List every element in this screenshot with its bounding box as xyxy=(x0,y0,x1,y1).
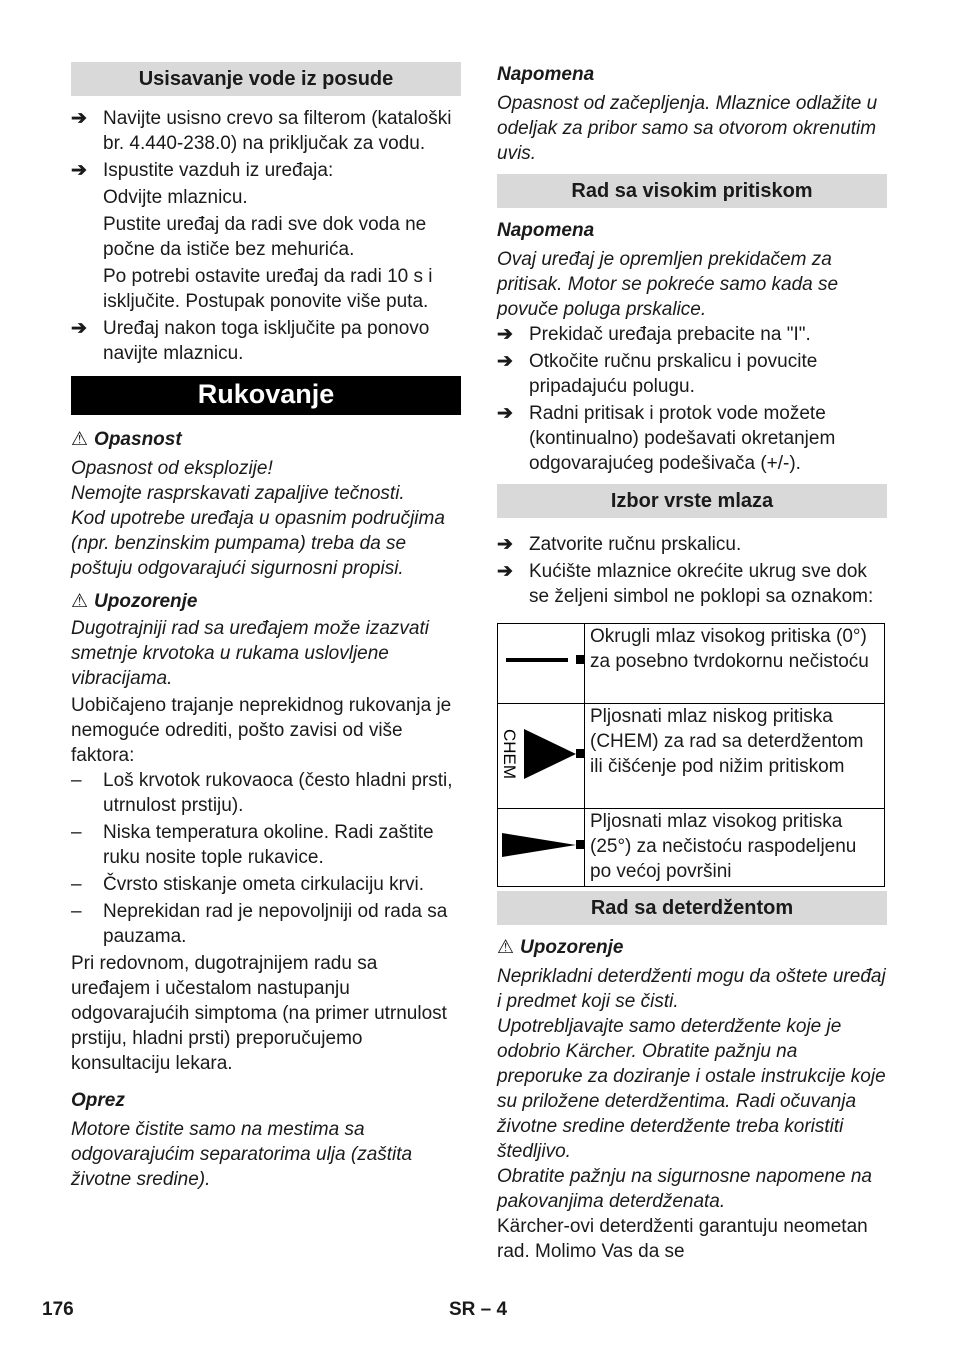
warning-triangle-icon: ⚠ xyxy=(71,429,89,450)
table-row xyxy=(498,624,885,704)
chem-jet-label: CHEM xyxy=(500,728,519,779)
warning-text: Obratite pažnju na sigurnosne napomene na pakovanjima deterdženata. xyxy=(497,1166,872,1212)
instruction-item xyxy=(71,316,461,366)
note-text: Opasnost od začepljenja. Mlaznice odlažite u odeljak za pribor samo sa otvorom okrenutim uvis. xyxy=(497,93,878,164)
section-heading-jet-selection: Izbor vrste mlaza xyxy=(497,484,887,518)
instruction-item: ➔ Kućište mlaznice okrećite ukrug sve dok se željeni simbol ne poklopi sa oznakom: xyxy=(497,561,874,607)
paragraph: Kärcher-ovi deterdženti garantuju neometan rad. Molimo Vas da se xyxy=(497,1216,868,1262)
paragraph: Pri redovnom, dugotrajnijem radu sa uređajem i učestalom nastupanju odgovarajućih simptoma (na primer utrnulost prstiju, hladni prsti) preporučujemo konsultaciju lekara. xyxy=(71,953,447,1074)
warning-label: ⚠ Upozorenje xyxy=(71,591,198,612)
instruction-item: ➔ Prekidač uređaja prebacite na "I". xyxy=(497,324,811,345)
warning-text: Upotrebljavajte samo deterdžente koje je odobrio Kärcher. Obratite pažnju na preporuke za doziranje i ostale instrukcije koje su priložene deterdžentima. Radi očuvanja životne sredine deterdžente treba koristiti štedljivo. xyxy=(497,1016,886,1162)
section-heading-water-suction: Usisavanje vode iz posude xyxy=(71,62,461,96)
caution-label: Oprez xyxy=(71,1090,125,1111)
warning-triangle-icon: ⚠ xyxy=(497,937,515,958)
jet-description: Pljosnati mlaz visokog pritiska (25°) za nečistoću raspodeljenu po većoj površini xyxy=(585,809,885,887)
warning-text: Neprikladni deterdženti mogu da oštete uređaj i predmet koji se čisti. xyxy=(497,966,886,1012)
list-item: – Niska temperatura okoline. Radi zaštite ruku nosite tople rukavice. xyxy=(71,822,434,868)
note-text: Ovaj uređaj je opremljen prekidačem za pritisak. Motor se pokreće samo kada se povuče poluga prskalice. xyxy=(497,249,839,320)
danger-text: Nemojte rasprskavati zapaljive tečnosti. xyxy=(71,483,405,504)
instruction-text: Uređaj nakon toga isključite pa ponovo navijte mlaznicu. xyxy=(103,318,430,364)
chem-jet-icon xyxy=(498,704,585,809)
arrow-icon: ➔ xyxy=(497,324,513,345)
arrow-icon: ➔ xyxy=(497,403,513,424)
table-row xyxy=(498,809,885,887)
instruction-item xyxy=(71,158,461,183)
arrow-icon: ➔ xyxy=(71,318,87,339)
warning-text: Dugotrajniji rad sa uređajem može izazvati smetnje krvotoka u rukama uslovljene vibracijama. xyxy=(71,618,429,689)
chapter-heading-operation: Rukovanje xyxy=(71,376,461,415)
danger-text: Opasnost od eksplozije! xyxy=(71,458,273,479)
page-number: 176 xyxy=(42,1299,74,1320)
sub-step: Odvijte mlaznicu. xyxy=(103,187,248,208)
arrow-icon: ➔ xyxy=(497,534,513,555)
flat-jet-icon xyxy=(498,809,585,887)
warning-triangle-icon: ⚠ xyxy=(71,591,89,612)
danger-label: ⚠ Opasnost xyxy=(71,429,182,450)
section-heading-high-pressure: Rad sa visokim pritiskom xyxy=(497,174,887,208)
note-label: Napomena xyxy=(497,220,595,241)
arrow-icon: ➔ xyxy=(497,351,513,372)
arrow-icon: ➔ xyxy=(71,160,87,181)
jet-description: Okrugli mlaz visokog pritiska (0°) za posebno tvrdokornu nečistoću xyxy=(585,624,885,704)
round-jet-icon xyxy=(498,624,585,704)
caution-text: Motore čistite samo na mestima sa odgovarajućim separatorima ulja (zaštita životne sredine). xyxy=(71,1119,413,1190)
instruction-text: Ispustite vazduh iz uređaja: xyxy=(103,160,334,181)
paragraph: Uobičajeno trajanje neprekidnog rukovanja je nemoguće odrediti, pošto zavisi od više faktora: xyxy=(71,695,452,766)
instruction-item: ➔ Otkočite ručnu prskalicu i povucite pripadajuću polugu. xyxy=(497,351,818,397)
instruction-item: ➔ Zatvorite ručnu prskalicu. xyxy=(497,534,742,555)
section-heading-detergent: Rad sa deterdžentom xyxy=(497,891,887,925)
list-item: – Loš krvotok rukovaoca (često hladni prsti, utrnulost prstiju). xyxy=(71,770,453,816)
left-column xyxy=(71,62,461,1192)
sub-step: Po potrebi ostavite uređaj da radi 10 s i isključite. Postupak ponovite više puta. xyxy=(103,266,433,312)
list-item: – Čvrsto stiskanje ometa cirkulaciju krvi. xyxy=(71,874,424,895)
right-column xyxy=(497,62,887,1264)
jet-description: Pljosnati mlaz niskog pritiska (CHEM) za rad sa deterdžentom ili čišćenje pod nižim pritiskom xyxy=(585,704,885,809)
sub-step: Pustite uređaj da radi sve dok voda ne počne da ističe bez mehurića. xyxy=(103,214,427,260)
jet-type-table xyxy=(497,623,885,887)
warning-label: ⚠ Upozorenje xyxy=(497,937,624,958)
instruction-text: Navijte usisno crevo sa filterom (kataloški br. 4.440-238.0) na priključak za vodu. xyxy=(103,108,452,154)
arrow-icon: ➔ xyxy=(71,108,87,129)
danger-text: Kod upotrebe uređaja u opasnim područjima (npr. benzinskim pumpama) treba da se poštuju odgovarajući sigurnosni propisi. xyxy=(71,508,445,579)
instruction-item: ➔ Radni pritisak i protok vode možete (kontinualno) podešavati okretanjem odgovarajućeg podešivača (+/-). xyxy=(497,403,836,474)
table-row xyxy=(498,704,885,809)
list-item: – Neprekidan rad je nepovoljniji od rada sa pauzama. xyxy=(71,901,448,947)
language-page-code: SR – 4 xyxy=(449,1299,508,1320)
note-label: Napomena xyxy=(497,64,595,85)
instruction-item xyxy=(71,106,461,156)
arrow-icon: ➔ xyxy=(497,561,513,582)
